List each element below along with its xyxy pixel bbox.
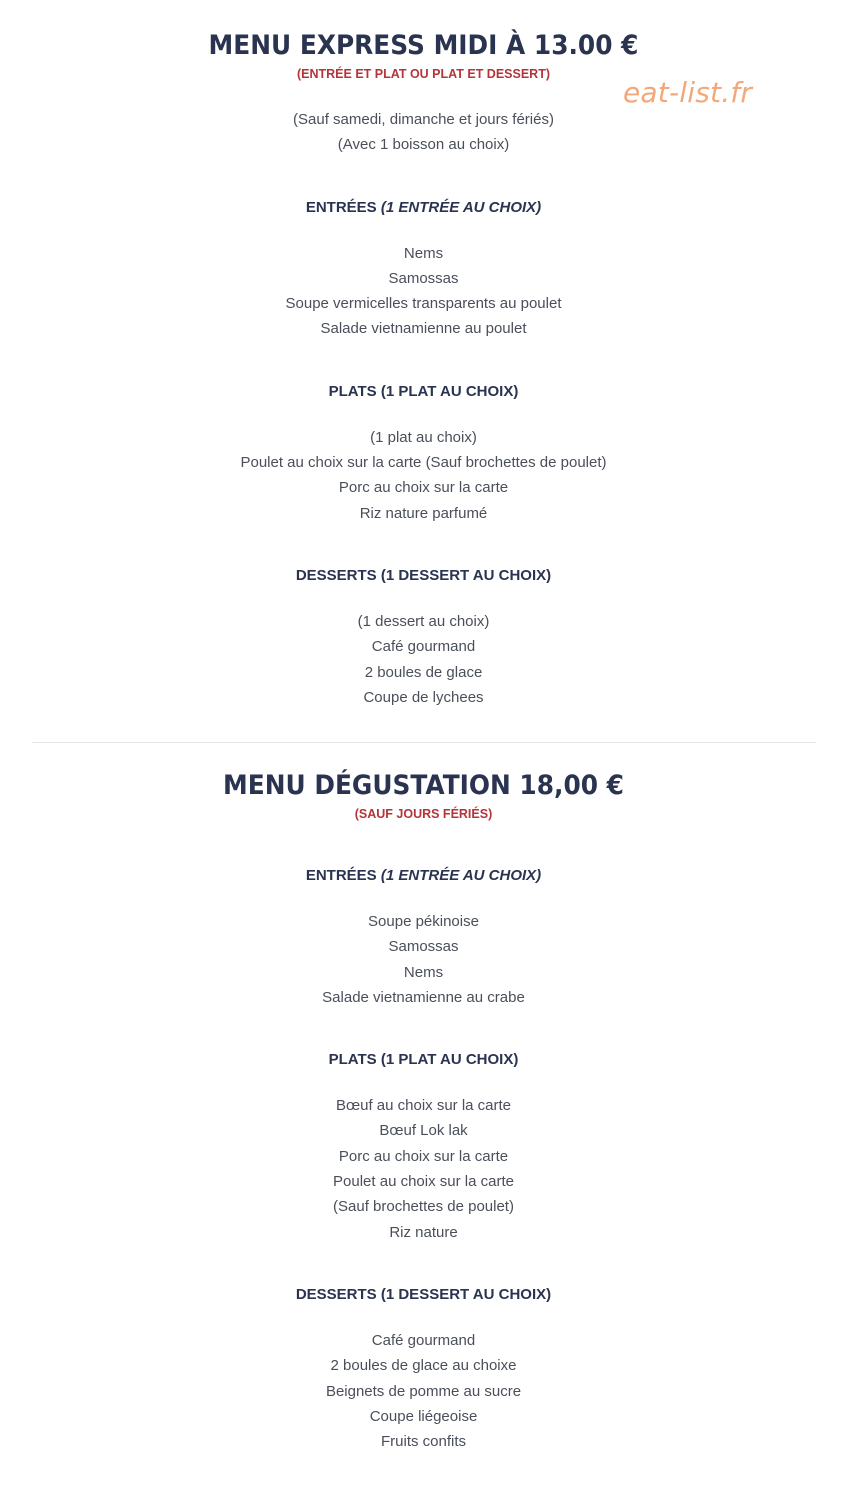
list-item: Riz nature — [389, 1223, 458, 1241]
menu-express-title: MENU EXPRESS MIDI À 13.00 € — [208, 30, 639, 61]
section-title-italic: (1 ENTRÉE AU CHOIX) — [380, 198, 542, 216]
list-item: Beignets de pomme au sucre — [325, 1382, 522, 1400]
list-item: (1 dessert au choix) — [357, 612, 490, 630]
section-title-plats: PLATS (1 PLAT AU CHOIX) — [328, 1051, 519, 1069]
section-title-text: ENTRÉES — [305, 198, 377, 216]
list-item: 2 boules de glace au choixe — [330, 1357, 517, 1375]
section-title-entrees — [0, 198, 847, 218]
section-title-desserts: DESSERTS (1 DESSERT AU CHOIX) — [295, 1285, 552, 1303]
section-title-plats: PLATS (1 PLAT AU CHOIX) — [328, 382, 519, 400]
list-item: Café gourmand — [371, 1331, 476, 1349]
list-item: Café gourmand — [371, 638, 476, 656]
menu-express-notes — [0, 107, 847, 158]
list-item: 2 boules de glace — [364, 663, 483, 681]
menu-degustation — [0, 770, 847, 1454]
menu-note: (Sauf samedi, dimanche et jours fériés) — [293, 111, 554, 128]
menu-express-entrees — [0, 198, 847, 342]
list-item: Coupe liégeoise — [369, 1407, 478, 1425]
menu-degustation-title: MENU DÉGUSTATION 18,00 € — [223, 770, 624, 801]
section-title-desserts: DESSERTS (1 DESSERT AU CHOIX) — [295, 566, 552, 584]
list-item: (Sauf brochettes de poulet) — [333, 1198, 514, 1216]
list-item: Fruits confits — [380, 1433, 467, 1451]
list-item: Nems — [403, 244, 444, 262]
list-item: Salade vietnamienne au crabe — [322, 988, 525, 1006]
menu-note: (Avec 1 boisson au choix) — [337, 136, 510, 154]
list-item: Riz nature parfumé — [359, 504, 488, 522]
section-divider — [32, 742, 816, 743]
list-item: Bœuf Lok lak — [379, 1122, 468, 1140]
menu-degustation-subtitle: (SAUF JOURS FÉRIÉS) — [354, 807, 493, 821]
list-item: Samossas — [388, 938, 459, 956]
list-item: Nems — [403, 963, 444, 981]
section-title-entrees — [0, 866, 847, 886]
menu-degustation-desserts — [0, 1285, 847, 1454]
menu-express-plats — [0, 382, 847, 526]
list-item: Porc au choix sur la carte — [338, 479, 509, 497]
section-title-italic: (1 ENTRÉE AU CHOIX) — [380, 867, 542, 884]
menu-degustation-entrees — [0, 866, 847, 1010]
list-item: Porc au choix sur la carte — [338, 1147, 509, 1165]
menu-express-subtitle: (ENTRÉE ET PLAT OU PLAT ET DESSERT) — [296, 67, 550, 81]
menu-express — [0, 30, 847, 710]
list-item: (1 plat au choix) — [370, 428, 477, 446]
list-item: Samossas — [388, 269, 459, 287]
list-item: Soupe pékinoise — [368, 913, 479, 930]
list-item: Bœuf au choix sur la carte — [335, 1097, 512, 1115]
watermark-logo: eat-list.fr — [623, 76, 753, 109]
list-item: Poulet au choix sur la carte (Sauf brochettes de poulet) — [240, 454, 607, 472]
list-item: Coupe de lychees — [363, 688, 484, 706]
section-title-text: ENTRÉES — [305, 867, 377, 884]
list-item: Poulet au choix sur la carte — [333, 1173, 514, 1191]
menu-express-desserts — [0, 566, 847, 710]
list-item: Soupe vermicelles transparents au poulet — [285, 295, 562, 313]
list-item: Salade vietnamienne au poulet — [320, 320, 527, 338]
menu-degustation-plats — [0, 1050, 847, 1245]
